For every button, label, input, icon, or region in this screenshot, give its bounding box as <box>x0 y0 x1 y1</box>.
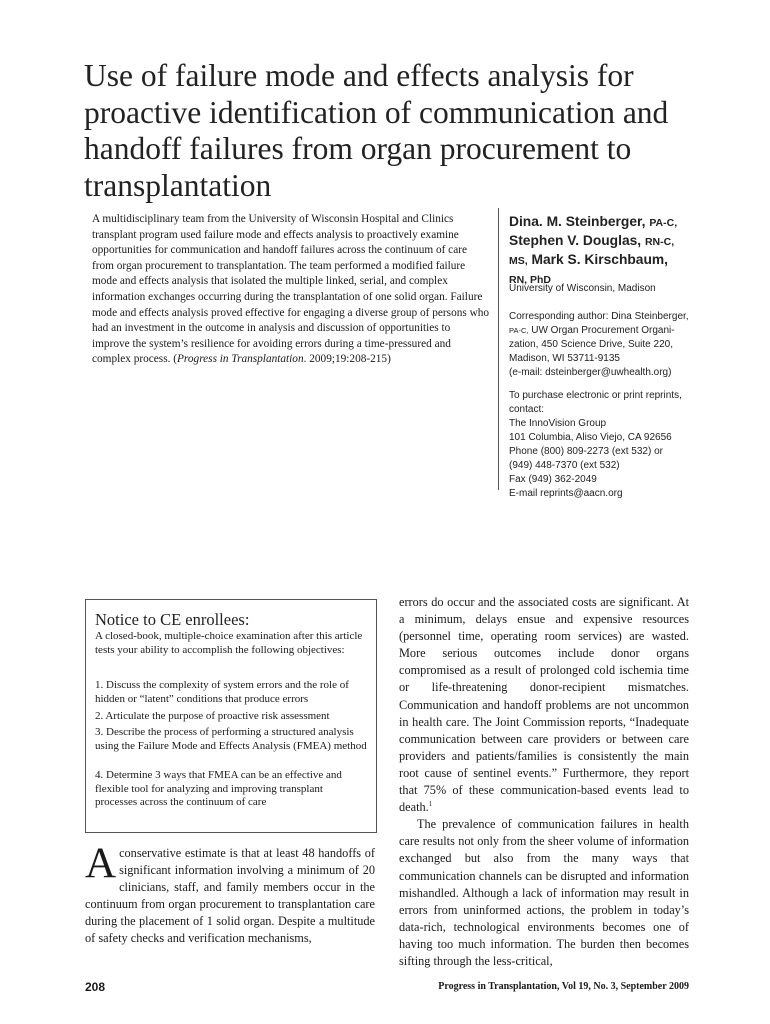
body-column-right <box>399 594 689 970</box>
reprints-info <box>509 389 709 501</box>
article-title: Use of failure mode and effects analysis for proactive identification of communication and handoff failures from organ procurement to transplantation <box>84 58 669 203</box>
body-paragraph: The prevalence of communication failures in health care results not only from the sheer volume of information exchanged but also from the many ways that communication channels can be disrupted and information mishandled. Although a lack of information may result in errors from uninformed actions, the problem in today’s data-rich, technological environments becomes one of having too much information. The burden then becomes sifting through the less-critical, <box>399 817 689 968</box>
reprints-line: (949) 448-7370 (ext 532) <box>509 460 620 471</box>
author-list <box>509 213 709 289</box>
reprints-line: The InnoVision Group <box>509 418 607 429</box>
journal-footer: Progress in Transplantation, Vol 19, No. 3, September 2009 <box>438 981 689 992</box>
abstract-journal: Progress in Transplantation <box>177 353 304 366</box>
ce-objective: 4. Determine 3 ways that FMEA can be an effective and flexible tool for analyzing and improving transplant processes across the continuum of care <box>95 769 342 809</box>
reprints-line: 101 Columbia, Aliso Viejo, CA 92656 <box>509 432 672 443</box>
reference-marker: 1 <box>428 800 433 809</box>
reprints-email: E-mail reprints@aacn.org <box>509 488 623 499</box>
correspondence-line: zation, 450 Science Drive, Suite 220, <box>509 339 673 350</box>
author-name: Dina. M. Steinberger, <box>509 214 646 229</box>
reprints-line: contact: <box>509 404 545 415</box>
ce-objective: 1. Discuss the complexity of system errors and the role of hidden or “latent” conditions that produce errors <box>95 679 349 705</box>
correspondence-line <box>509 324 709 338</box>
body-paragraph-text: errors do occur and the associated costs are significant. At a minimum, delays ensue and expensive resources (personnel time, operating room services) are wasted. More serious outcomes include donor organs compromised as a result of prolonged cold ischemia time or life-threatening donor-recipient mismatches. Communication and handoff problems are not uncommon in health care. The Joint Commission reports, “Inadequate communication between care providers or between care providers and patients/families is consistently the main root cause of sentinel events.” Furthermore, they report that 75% of these communication-based events lead to death. <box>399 595 689 815</box>
body-paragraph <box>399 594 689 816</box>
correspondence-text: UW Organ Procurement Organi- <box>528 325 675 336</box>
correspondence-line: Corresponding author: Dina Steinberger, <box>509 311 689 322</box>
author-affiliation: University of Wisconsin, Madison <box>509 283 656 294</box>
ce-objective: 3. Describe the process of performing a structured analysis using the Failure Mode and Effects Analysis (FMEA) method <box>95 726 367 752</box>
drop-cap: A <box>85 840 117 887</box>
page-number: 208 <box>85 980 106 994</box>
reprints-line: Phone (800) 809-2273 (ext 532) or <box>509 446 663 457</box>
column-divider <box>498 208 499 490</box>
ce-objective: 2. Articulate the purpose of proactive risk assessment <box>95 710 330 722</box>
abstract <box>92 212 490 368</box>
reprints-line: To purchase electronic or print reprints, <box>509 390 682 401</box>
body-paragraph: conservative estimate is that at least 48 handoffs of significant information involving a minimum of 20 clinicians, staff, and family members occur in the continuum from organ procurement to transplantation care during the placement of 1 solid organ. Despite a multitude of safety checks and verification mechanisms, <box>85 846 375 946</box>
author-credentials: PA-C, <box>649 217 678 229</box>
body-column-left <box>85 840 375 948</box>
author-name: Stephen V. Douglas, <box>509 233 642 248</box>
correspondence-info <box>509 310 709 380</box>
abstract-citation: . 2009;19:208-215) <box>303 353 391 366</box>
ce-notice-intro: A closed-book, multiple-choice examination after this article tests your ability to accomplish the following objectives: <box>95 630 363 656</box>
author-credentials: RN-C, <box>644 236 675 248</box>
reprints-line: Fax (949) 362-2049 <box>509 474 597 485</box>
author-name: Mark S. Kirschbaum, <box>531 252 668 267</box>
author-credentials: RN, PhD <box>509 274 551 286</box>
ce-notice-heading: Notice to CE enrollees: <box>95 610 250 629</box>
abstract-text: A multidisciplinary team from the University of Wisconsin Hospital and Clinics transplant program used failure mode and effects analysis to proactively examine opportunities for communication and handoff failures across the continuum of care from organ procurement to transplantation. The team performed a modified failure mode and effects analysis that isolated the multiple linked, serial, and complex information exchanges occurring during the transplantation of one solid organ. Failure mode and effects analysis proved effective for engaging a diverse group of persons who had an investment in the outcome in analysis and discussion of opportunities to improve the system’s resilience for avoiding errors during a time-pressured and complex process. ( <box>92 213 490 366</box>
author-credentials: MS, <box>509 255 528 267</box>
correspondence-email: (e-mail: dsteinberger@uwhealth.org) <box>509 367 672 378</box>
correspondence-line: Madison, WI 53711-9135 <box>509 353 620 364</box>
correspondence-credentials: PA-C, <box>509 326 529 335</box>
